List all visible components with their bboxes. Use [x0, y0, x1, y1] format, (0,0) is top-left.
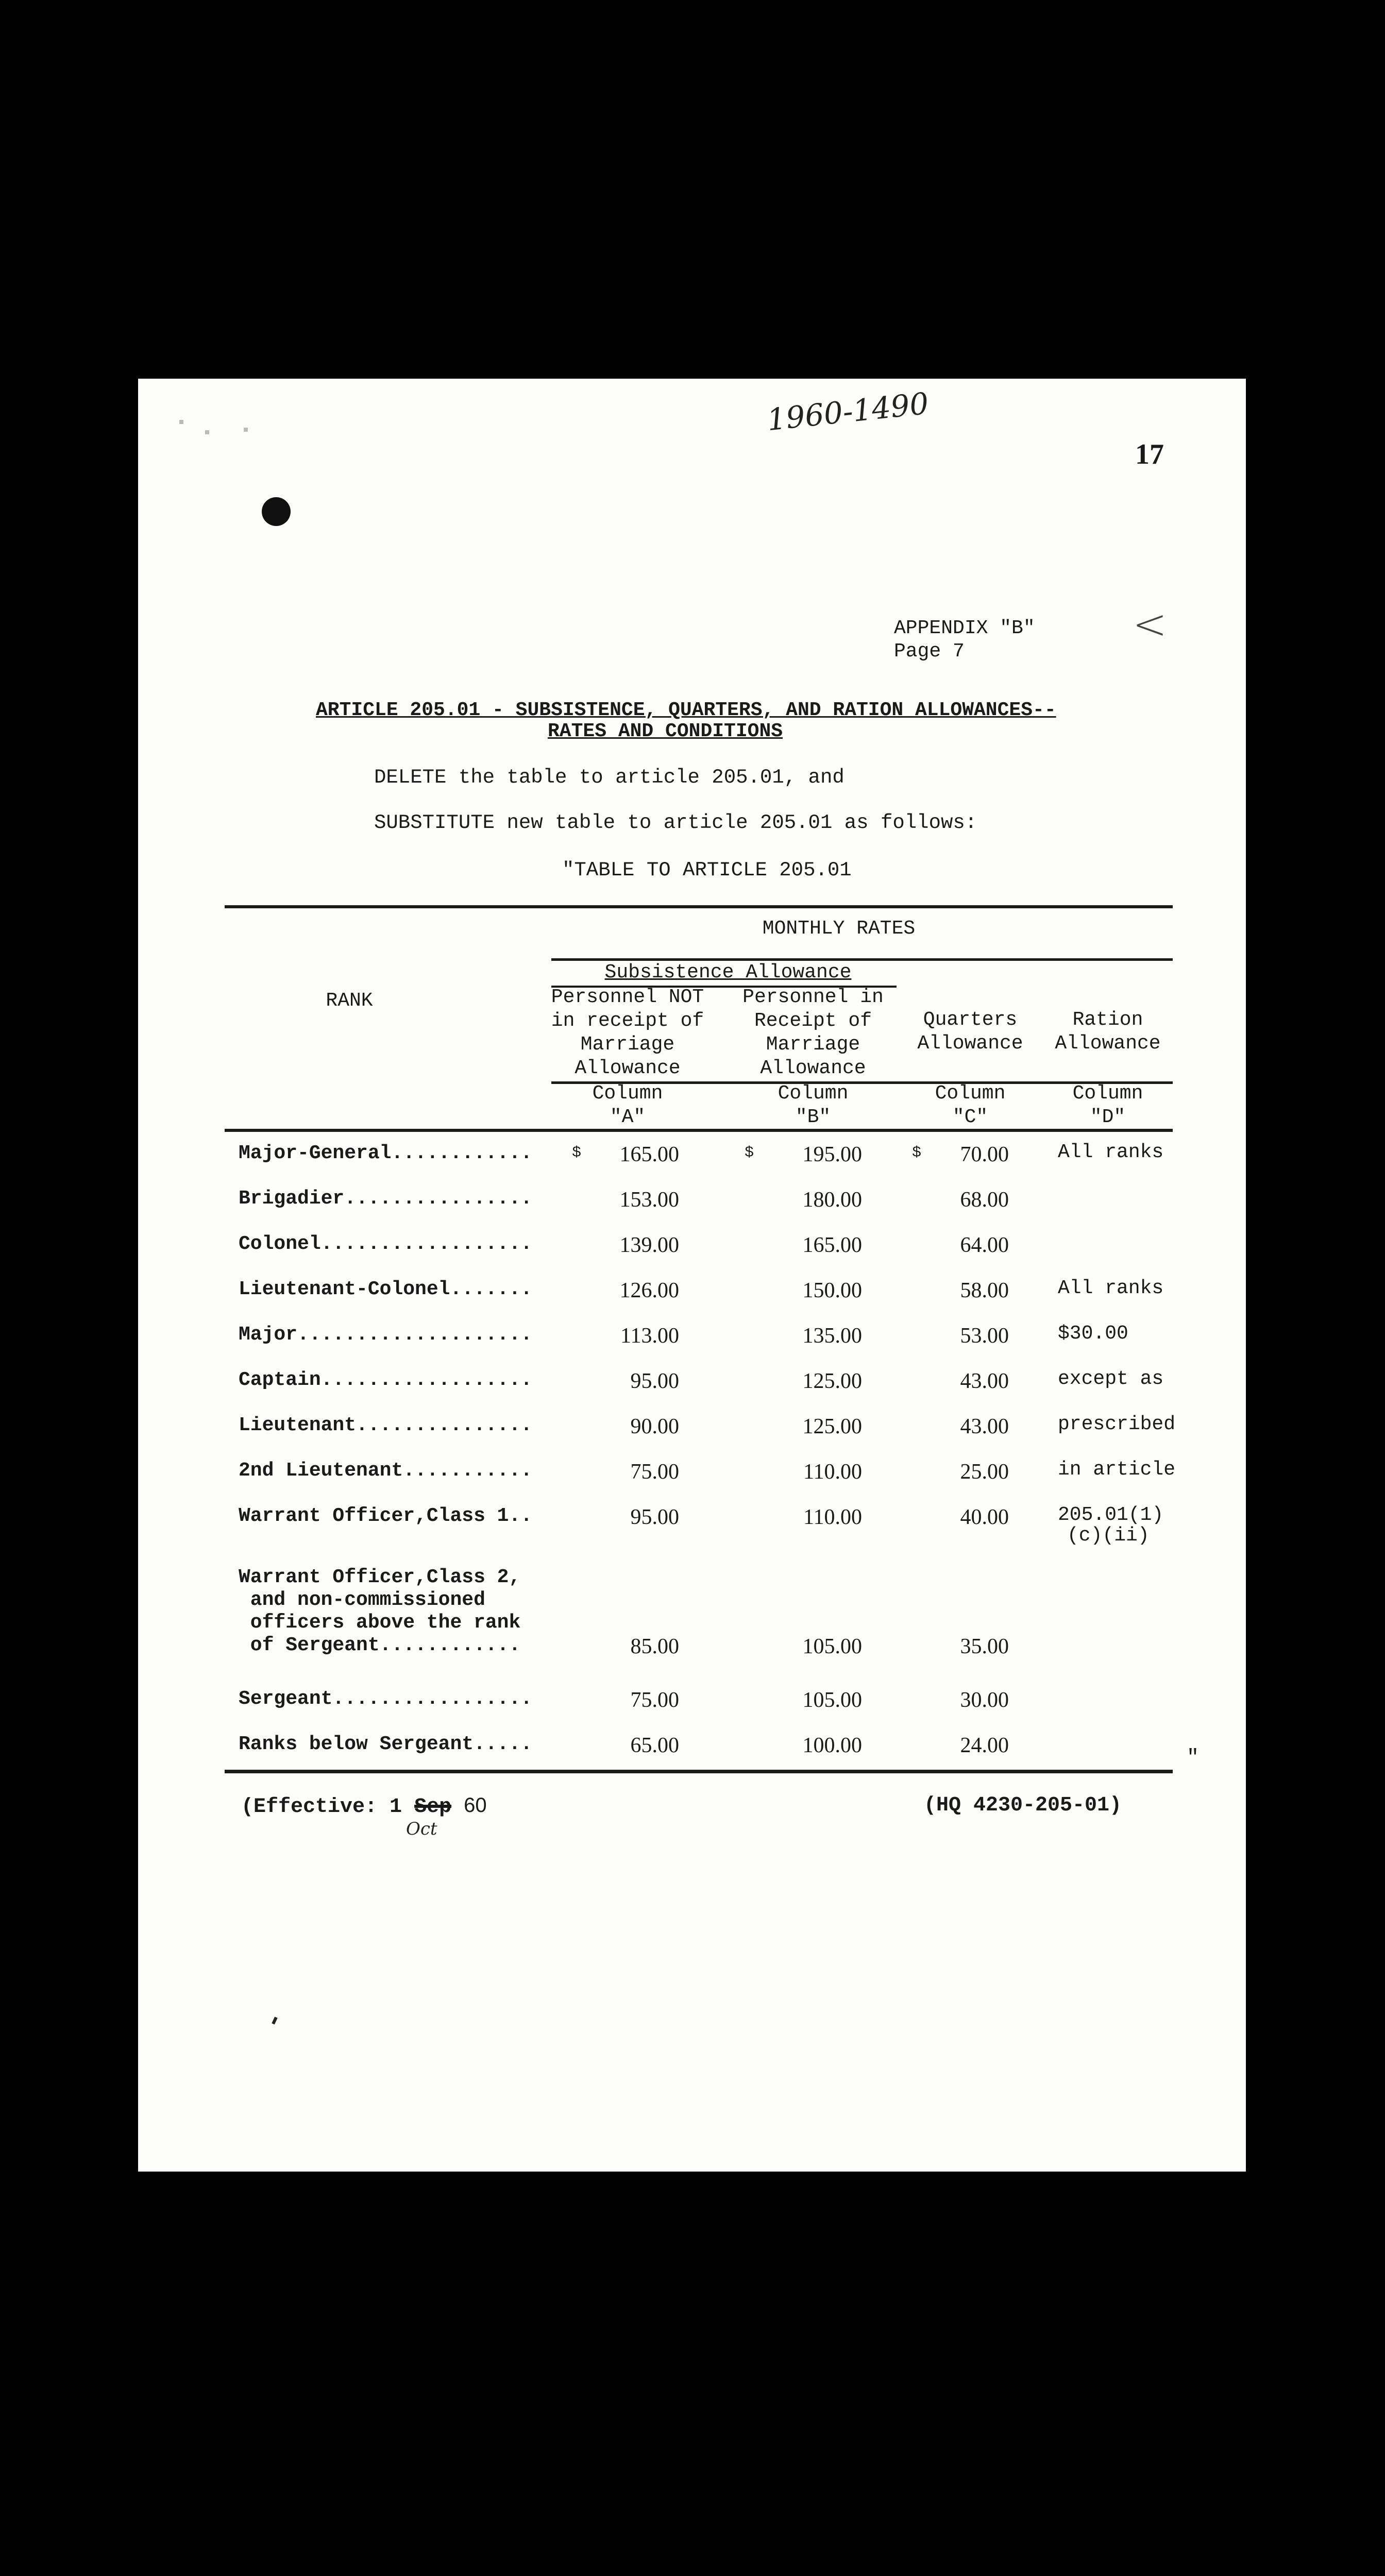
col-c-value: 64.00	[960, 1233, 1009, 1257]
handwritten-month: Oct	[406, 1819, 437, 1839]
col-b-value: 195.00	[802, 1143, 862, 1166]
col-c-header-line: Allowance	[917, 1032, 1023, 1055]
stray-mark	[272, 2016, 277, 2024]
col-b-label	[728, 1082, 898, 1129]
col-d-line: All ranks	[1058, 1141, 1164, 1163]
col-a-header-line: Allowance	[575, 1057, 681, 1079]
rank-line: 2nd Lieutenant...........	[239, 1460, 533, 1482]
col-c-value: 70.00	[960, 1143, 1009, 1166]
col-b-label-line: Column	[778, 1082, 849, 1105]
rank-cell	[239, 1188, 532, 1210]
col-b-label-line: "B"	[795, 1106, 831, 1128]
rank-line: Sergeant.................	[239, 1688, 533, 1710]
col-a-header-line: Personnel NOT	[551, 986, 704, 1008]
col-a-value: 165.00	[619, 1143, 679, 1166]
effective-prefix: (Effective: 1	[241, 1795, 402, 1819]
col-a-header-line: Marriage	[580, 1033, 675, 1056]
rank-line: Ranks below Sergeant.....	[239, 1733, 533, 1755]
col-c-label-line: Column	[935, 1082, 1006, 1105]
scan-speck	[205, 430, 209, 434]
col-d-value	[1058, 1142, 1163, 1163]
closing-quote: "	[1187, 1747, 1200, 1770]
appendix-label: APPENDIX "B"	[894, 617, 1035, 639]
col-c-value: 43.00	[960, 1415, 1009, 1438]
rank-cell	[239, 1505, 532, 1528]
col-d-value	[1058, 1324, 1128, 1344]
col-c-header-line: Quarters	[923, 1009, 1018, 1031]
col-b-header-line: Allowance	[760, 1057, 866, 1079]
col-d-label-line: "D"	[1090, 1106, 1126, 1128]
col-b-header-line: Marriage	[766, 1033, 860, 1056]
currency-symbol: $	[745, 1144, 754, 1162]
rank-line: Captain..................	[239, 1369, 533, 1391]
col-d-value	[1058, 1505, 1163, 1546]
col-d-line: prescribed	[1058, 1413, 1176, 1435]
substitute-instruction: SUBSTITUTE new table to article 205.01 as follows:	[374, 811, 977, 834]
col-d-value	[1058, 1460, 1175, 1480]
col-d-label-line: Column	[1072, 1082, 1143, 1105]
col-d-line: $30.00	[1058, 1323, 1128, 1345]
rank-line: officers above the rank	[239, 1612, 521, 1634]
col-d-line: (c)(ii)	[1067, 1524, 1150, 1547]
currency-symbol: $	[572, 1144, 582, 1162]
col-c-label	[903, 1082, 1037, 1129]
effective-date	[241, 1794, 487, 1819]
col-c-value: 40.00	[960, 1505, 1009, 1529]
rank-cell	[239, 1324, 532, 1346]
col-d-label	[1046, 1082, 1170, 1129]
col-b-value: 105.00	[802, 1688, 862, 1712]
col-b-header-line: Personnel in	[742, 986, 884, 1008]
col-a-value: 90.00	[630, 1415, 679, 1438]
col-c-header	[903, 1008, 1037, 1056]
col-a-label-line: "A"	[610, 1106, 646, 1128]
col-b-value: 150.00	[802, 1279, 862, 1302]
col-b-value: 125.00	[802, 1415, 862, 1438]
rank-line: Warrant Officer,Class 2,	[239, 1566, 521, 1588]
hq-reference: (HQ 4230-205-01)	[924, 1794, 1122, 1817]
col-a-value: 139.00	[619, 1233, 679, 1257]
col-c-value: 53.00	[960, 1324, 1009, 1348]
col-a-label	[550, 1082, 705, 1129]
delete-instruction: DELETE the table to article 205.01, and	[374, 766, 844, 789]
col-b-value: 180.00	[802, 1188, 862, 1212]
rank-header: RANK	[326, 990, 373, 1012]
col-b-value: 105.00	[802, 1635, 862, 1658]
article-title-line2: RATES AND CONDITIONS	[548, 720, 783, 742]
document-page	[138, 379, 1246, 2172]
col-c-value: 58.00	[960, 1279, 1009, 1302]
rank-line: Brigadier................	[239, 1188, 533, 1210]
col-c-value: 25.00	[960, 1460, 1009, 1484]
rank-line: of Sergeant............	[239, 1634, 521, 1656]
col-a-value: 75.00	[630, 1460, 679, 1484]
col-b-value: 110.00	[803, 1505, 862, 1529]
table-bottom-rule	[225, 1770, 1173, 1773]
rank-line: Warrant Officer,Class 1..	[239, 1505, 533, 1527]
table-title: "TABLE TO ARTICLE 205.01	[562, 859, 852, 882]
col-b-value: 165.00	[802, 1233, 862, 1257]
rank-line: and non-commissioned	[239, 1589, 485, 1611]
col-a-value: 75.00	[630, 1688, 679, 1712]
col-d-line: 205.01(1)	[1058, 1504, 1164, 1526]
col-a-header	[550, 986, 705, 1080]
scan-speck	[244, 428, 248, 432]
col-d-value	[1058, 1369, 1163, 1389]
col-b-header	[728, 986, 898, 1080]
monthly-rates-heading: MONTHLY RATES	[762, 918, 916, 940]
col-d-header-line: Allowance	[1055, 1032, 1161, 1055]
col-d-value	[1058, 1414, 1175, 1435]
punch-hole-mark	[262, 497, 291, 526]
handwritten-reference: 1960-1490	[765, 385, 931, 438]
col-a-label-line: Column	[592, 1082, 663, 1105]
col-a-value: 85.00	[630, 1635, 679, 1658]
col-c-value: 24.00	[960, 1734, 1009, 1757]
col-a-value: 113.00	[620, 1324, 679, 1348]
col-a-value: 126.00	[619, 1279, 679, 1302]
rank-cell	[239, 1414, 532, 1437]
col-c-value: 68.00	[960, 1188, 1009, 1212]
rank-cell	[239, 1233, 532, 1256]
subsistence-header: Subsistence Allowance	[604, 961, 852, 984]
rank-line: Colonel..................	[239, 1233, 533, 1255]
rank-cell	[239, 1142, 532, 1165]
col-d-line: in article	[1058, 1459, 1176, 1481]
struck-month: Sep	[414, 1795, 452, 1819]
rank-cell	[239, 1369, 532, 1392]
side-mark: <	[1133, 600, 1168, 648]
col-d-value	[1058, 1278, 1163, 1299]
col-d-line: All ranks	[1058, 1277, 1164, 1299]
col-c-value: 35.00	[960, 1635, 1009, 1658]
col-a-value: 95.00	[630, 1369, 679, 1393]
table-top-rule	[225, 905, 1173, 908]
rank-line: Major-General............	[239, 1142, 533, 1164]
col-d-header-line: Ration	[1072, 1009, 1143, 1031]
col-d-line: except as	[1058, 1368, 1164, 1390]
page-number: 17	[1135, 438, 1164, 470]
rank-cell	[239, 1278, 532, 1301]
col-c-value: 30.00	[960, 1688, 1009, 1712]
currency-symbol: $	[912, 1144, 922, 1162]
col-d-header	[1046, 1008, 1170, 1056]
page-label: Page 7	[894, 640, 965, 663]
rank-line: Major....................	[239, 1324, 533, 1346]
rank-cell	[239, 1688, 532, 1710]
scan-speck	[179, 420, 183, 424]
col-a-value: 65.00	[630, 1734, 679, 1757]
rank-cell	[239, 1733, 532, 1756]
rank-cell	[239, 1566, 520, 1657]
col-b-value: 100.00	[802, 1734, 862, 1757]
col-b-value: 125.00	[802, 1369, 862, 1393]
rank-line: Lieutenant...............	[239, 1414, 533, 1436]
col-c-label-line: "C"	[952, 1106, 988, 1128]
col-b-value: 110.00	[803, 1460, 862, 1484]
article-title-line1: ARTICLE 205.01 - SUBSISTENCE, QUARTERS, AND RATION ALLOWANCES--	[316, 699, 1056, 721]
col-a-value: 95.00	[630, 1505, 679, 1529]
col-b-value: 135.00	[802, 1324, 862, 1348]
rank-cell	[239, 1460, 532, 1482]
header-bottom-rule	[225, 1129, 1173, 1132]
rank-line: Lieutenant-Colonel.......	[239, 1278, 533, 1300]
effective-year: 60	[464, 1794, 487, 1817]
col-a-value: 153.00	[619, 1188, 679, 1212]
col-b-header-line: Receipt of	[754, 1010, 872, 1032]
col-a-header-line: in receipt of	[551, 1010, 704, 1032]
col-c-value: 43.00	[960, 1369, 1009, 1393]
